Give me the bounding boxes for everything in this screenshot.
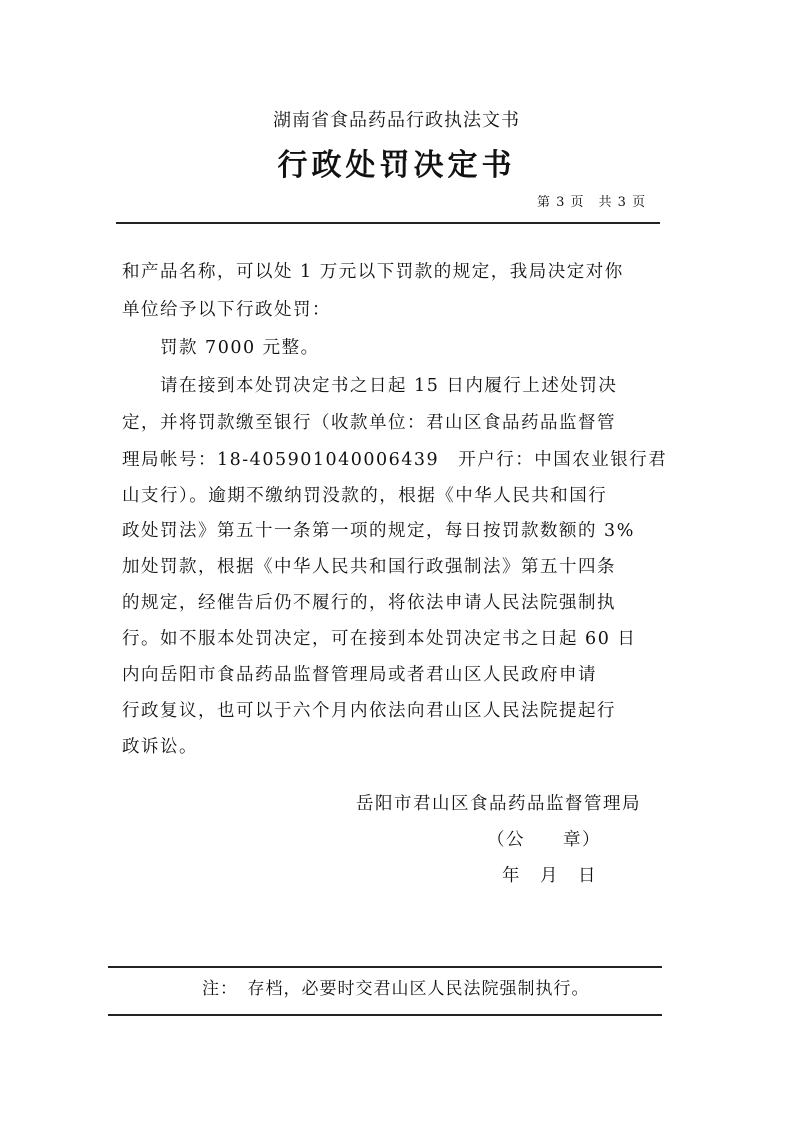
body-line: 政诉讼。 bbox=[122, 737, 198, 757]
body-line: 政处罚法》第五十一条第一项的规定，每日按罚款数额的 3% bbox=[122, 521, 635, 541]
footer-divider-top bbox=[108, 966, 662, 968]
body-line: 罚款 7000 元整。 bbox=[122, 338, 320, 358]
body-line: 请在接到本处罚决定书之日起 15 日内履行上述处罚决 bbox=[122, 376, 618, 396]
footer-note: 注： 存档，必要时交君山区人民法院强制执行。 bbox=[202, 979, 590, 999]
document-title: 行政处罚决定书 bbox=[277, 148, 516, 183]
issue-date: 年 月 日 bbox=[502, 866, 597, 886]
footer-divider-bottom bbox=[108, 1014, 662, 1016]
body-line: 单位给予以下行政处罚： bbox=[122, 300, 331, 320]
issuing-authority: 岳阳市君山区食品药品监督管理局 bbox=[356, 794, 641, 814]
body-line: 行。如不服本处罚决定，可在接到本处罚决定书之日起 60 日 bbox=[122, 629, 637, 649]
page-indicator: 第 3 页 共 3 页 bbox=[537, 195, 647, 210]
body-line: 和产品名称，可以处 1 万元以下罚款的规定，我局决定对你 bbox=[122, 262, 624, 282]
body-line: 的规定，经催告后仍不履行的，将依法申请人民法院强制执 bbox=[122, 593, 616, 613]
body-line: 山支行）。逾期不缴纳罚没款的，根据《中华人民共和国行 bbox=[122, 486, 608, 506]
document-subtitle: 湖南省食品药品行政执法文书 bbox=[273, 110, 520, 131]
body-line: 定，并将罚款缴至银行（收款单位：君山区食品药品监督管 bbox=[122, 413, 616, 433]
body-line: 理局帐号：18-405901040006439 开户行：中国农业银行君 bbox=[122, 450, 668, 470]
official-seal-placeholder: （公 章） bbox=[487, 830, 601, 850]
body-line: 加处罚款，根据《中华人民共和国行政强制法》第五十四条 bbox=[122, 557, 616, 577]
body-line: 内向岳阳市食品药品监督管理局或者君山区人民政府申请 bbox=[122, 665, 597, 685]
body-line: 行政复议，也可以于六个月内依法向君山区人民法院提起行 bbox=[122, 701, 616, 721]
header-divider bbox=[116, 222, 660, 224]
